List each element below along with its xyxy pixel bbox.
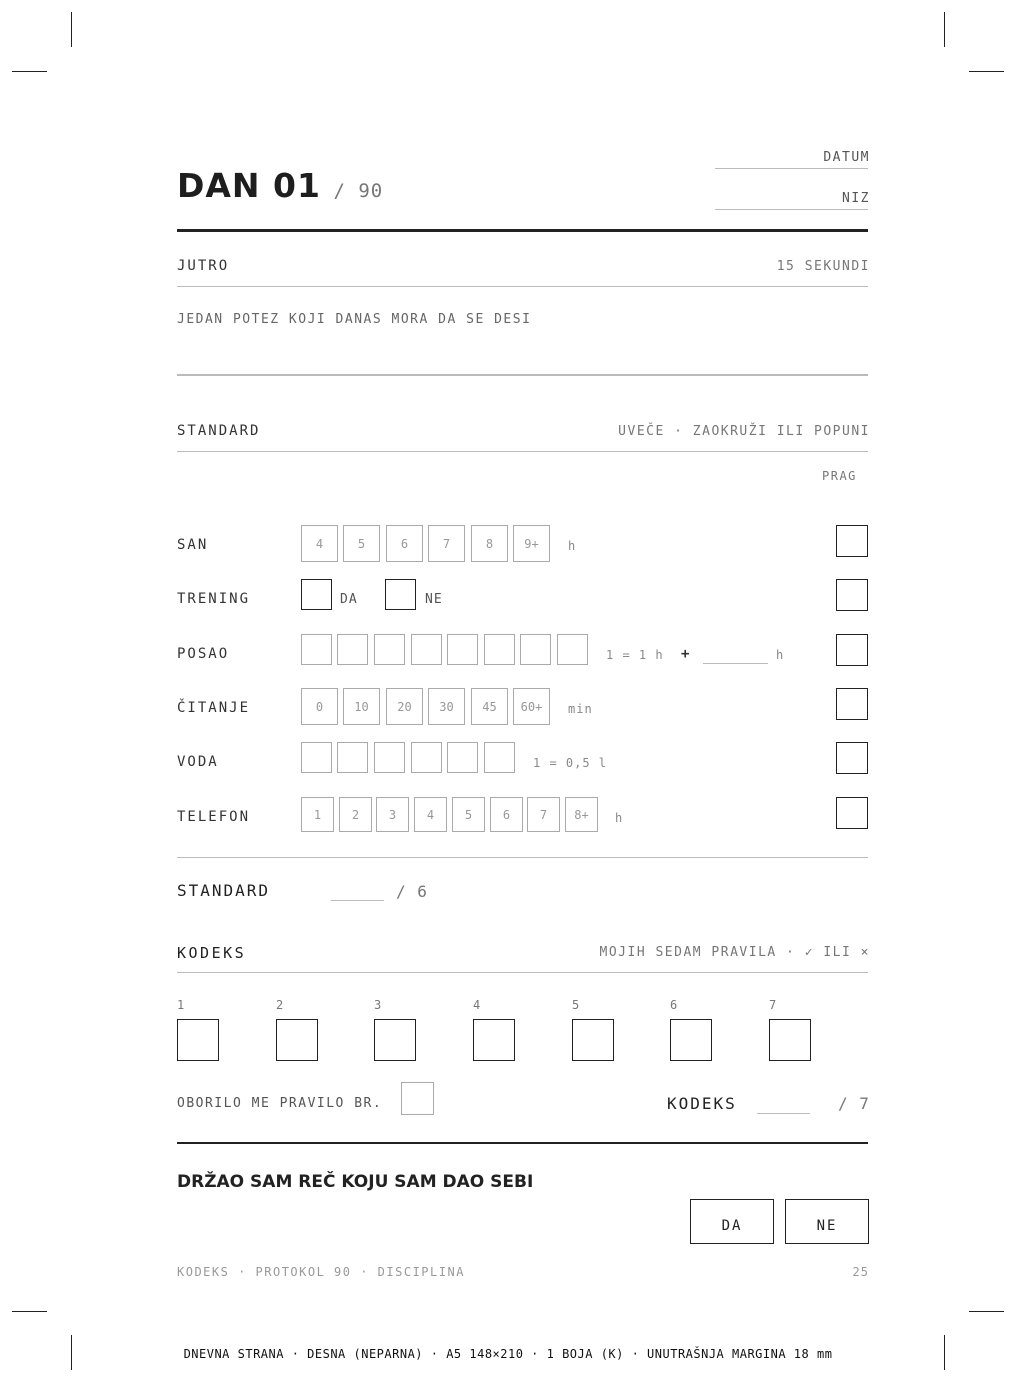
date-label: DATUM [823, 150, 870, 165]
broken-rule-field[interactable] [401, 1082, 434, 1115]
sleep-option[interactable]: 9+ [513, 525, 550, 562]
crop-mark [944, 12, 945, 47]
row-label-reading: ČITANJE [177, 700, 251, 716]
morning-prompt: JEDAN POTEZ KOJI DANAS MORA DA SE DESI [177, 312, 532, 327]
phone-option[interactable]: 6 [490, 797, 523, 832]
codex-score-label: KODEKS [667, 1094, 737, 1113]
promise-no-button[interactable] [785, 1199, 869, 1244]
row-label-sleep: SAN [177, 537, 209, 553]
work-hour-box[interactable] [337, 634, 368, 665]
footer-text: KODEKS · PROTOKOL 90 · DISCIPLINA [177, 1265, 465, 1279]
threshold-checkbox[interactable] [836, 688, 868, 720]
promise-yes-label: DA [721, 1217, 743, 1234]
crop-mark [12, 71, 47, 72]
work-plus: + [681, 646, 691, 662]
water-box[interactable] [411, 742, 442, 773]
morning-answer-line[interactable] [177, 374, 868, 376]
promise-no-label: NE [816, 1217, 838, 1234]
phone-option[interactable]: 4 [414, 797, 447, 832]
rule-checkbox[interactable] [769, 1019, 811, 1061]
rule-checkbox[interactable] [473, 1019, 515, 1061]
rule-number: 2 [276, 998, 284, 1012]
streak-label: NIZ [842, 191, 870, 206]
sleep-option[interactable]: 4 [301, 525, 338, 562]
page-number: 25 [852, 1265, 869, 1279]
work-unit: h [776, 648, 785, 662]
reading-option[interactable]: 60+ [513, 688, 550, 725]
day-number: DAN 01 [177, 166, 321, 205]
work-legend: 1 = 1 h [606, 648, 664, 662]
water-legend: 1 = 0,5 l [533, 756, 608, 770]
promise-yes-button[interactable] [690, 1199, 774, 1244]
rule-checkbox[interactable] [276, 1019, 318, 1061]
water-box[interactable] [374, 742, 405, 773]
codex-title: KODEKS [177, 944, 247, 962]
standard-score-field[interactable] [331, 900, 384, 901]
training-no-checkbox[interactable] [385, 579, 416, 610]
rule-number: 5 [572, 998, 580, 1012]
streak-field[interactable] [715, 209, 868, 210]
section-rule [177, 1142, 868, 1144]
codex-score-field[interactable] [757, 1113, 810, 1114]
reading-option[interactable]: 10 [343, 688, 380, 725]
morning-duration: 15 SEKUNDI [776, 259, 870, 274]
water-box[interactable] [484, 742, 515, 773]
phone-option[interactable]: 8+ [565, 797, 598, 832]
phone-option[interactable]: 3 [376, 797, 409, 832]
sleep-unit: h [568, 539, 577, 553]
divider [177, 286, 868, 287]
row-label-phone: TELEFON [177, 809, 251, 825]
threshold-checkbox[interactable] [836, 579, 868, 611]
row-label-water: VODA [177, 754, 219, 770]
page-title [177, 166, 383, 205]
reading-option[interactable]: 45 [471, 688, 508, 725]
sleep-option[interactable]: 7 [428, 525, 465, 562]
divider [177, 972, 868, 973]
reading-option[interactable]: 20 [386, 688, 423, 725]
sleep-option[interactable]: 6 [386, 525, 423, 562]
water-box[interactable] [337, 742, 368, 773]
standard-title: STANDARD [177, 423, 261, 439]
water-box[interactable] [447, 742, 478, 773]
rule-number: 3 [374, 998, 382, 1012]
codex-score-total: / 7 [838, 1094, 870, 1113]
broken-rule-label: OBORILO ME PRAVILO BR. [177, 1096, 383, 1111]
rule-number: 7 [769, 998, 777, 1012]
rule-number: 4 [473, 998, 481, 1012]
threshold-checkbox[interactable] [836, 525, 868, 557]
training-no-label: NE [425, 592, 443, 607]
rule-checkbox[interactable] [374, 1019, 416, 1061]
day-total: / 90 [333, 180, 384, 202]
divider [177, 857, 868, 858]
row-label-training: TRENING [177, 591, 251, 607]
sleep-option[interactable]: 8 [471, 525, 508, 562]
training-yes-checkbox[interactable] [301, 579, 332, 610]
threshold-checkbox[interactable] [836, 797, 868, 829]
date-field[interactable] [715, 168, 868, 169]
rule-checkbox[interactable] [177, 1019, 219, 1061]
divider [177, 451, 868, 452]
work-hour-box[interactable] [374, 634, 405, 665]
work-hour-box[interactable] [520, 634, 551, 665]
standard-score-total: / 6 [396, 882, 428, 901]
phone-option[interactable]: 1 [301, 797, 334, 832]
sleep-option[interactable]: 5 [343, 525, 380, 562]
work-hour-box[interactable] [557, 634, 588, 665]
rule-checkbox[interactable] [670, 1019, 712, 1061]
work-hour-box[interactable] [484, 634, 515, 665]
crop-mark [969, 71, 1004, 72]
work-hour-box[interactable] [301, 634, 332, 665]
phone-unit: h [615, 811, 624, 825]
phone-option[interactable]: 7 [527, 797, 560, 832]
crop-mark [969, 1311, 1004, 1312]
codex-hint: MOJIH SEDAM PRAVILA · ✓ ILI × [599, 945, 870, 960]
phone-option[interactable]: 5 [452, 797, 485, 832]
rule-checkbox[interactable] [572, 1019, 614, 1061]
work-extra-field[interactable] [703, 663, 768, 664]
work-hour-box[interactable] [447, 634, 478, 665]
promise-question: DRŽAO SAM REČ KOJU SAM DAO SEBI [177, 1172, 534, 1192]
threshold-label: PRAG [822, 469, 857, 483]
rule-number: 6 [670, 998, 678, 1012]
rule-number: 1 [177, 998, 185, 1012]
threshold-checkbox[interactable] [836, 634, 868, 666]
header-rule [177, 229, 868, 232]
reading-unit: min [568, 702, 593, 716]
reading-option[interactable]: 0 [301, 688, 338, 725]
crop-mark [12, 1311, 47, 1312]
standard-score-label: STANDARD [177, 881, 271, 900]
work-hour-box[interactable] [411, 634, 442, 665]
training-yes-label: DA [340, 592, 358, 607]
morning-title: JUTRO [177, 258, 230, 274]
phone-option[interactable]: 2 [339, 797, 372, 832]
water-box[interactable] [301, 742, 332, 773]
print-note: DNEVNA STRANA · DESNA (NEPARNA) · A5 148×210 · 1 BOJA (K) · UNUTRAŠNJA MARGINA 18 mm [183, 1347, 833, 1361]
threshold-checkbox[interactable] [836, 742, 868, 774]
reading-option[interactable]: 30 [428, 688, 465, 725]
row-label-work: POSAO [177, 646, 230, 662]
crop-mark [71, 12, 72, 47]
standard-hint: UVEČE · ZAOKRUŽI ILI POPUNI [618, 424, 870, 439]
